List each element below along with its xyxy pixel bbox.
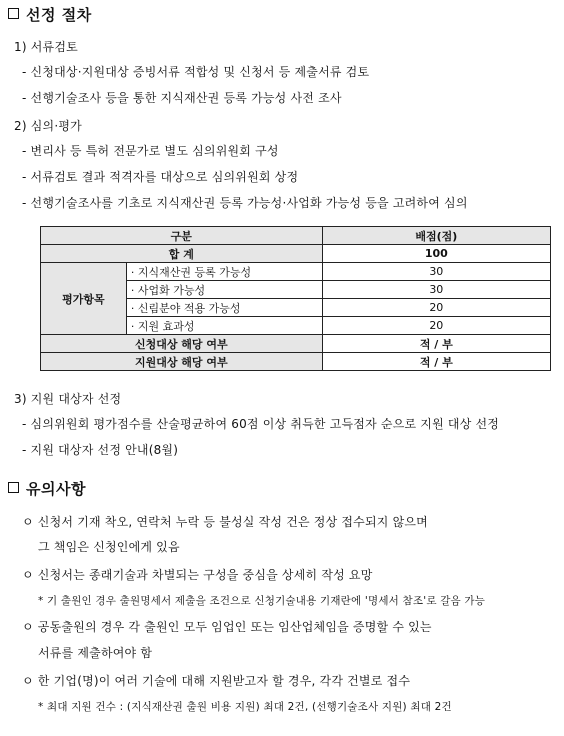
square-bullet-icon <box>8 482 19 493</box>
step-1-label: 1) 서류검토 <box>14 40 78 54</box>
row-value: 20 <box>322 299 550 317</box>
row-value: 20 <box>322 317 550 335</box>
total-value: 100 <box>322 245 550 263</box>
square-bullet-icon <box>8 8 19 19</box>
notice-item-continuation: 서류를 제출하여야 함 <box>38 646 153 660</box>
section-heading-notes <box>8 478 86 499</box>
row-value: 30 <box>322 281 550 299</box>
step-2-item: - 선행기술조사를 기초로 지식재산권 등록 가능성·사업화 가능성 등을 고려하여 심의 <box>22 196 468 210</box>
section-title-text: 유의사항 <box>26 480 86 498</box>
table-row <box>41 263 551 281</box>
group-label: 평가항목 <box>41 263 127 335</box>
step-2-item: - 서류검토 결과 적격자를 대상으로 심의위원회 상정 <box>22 170 299 184</box>
notice-footnote: * 최대 지원 건수 : (지식재산권 출원 비용 지원) 최대 2건, (선행기술조사 지원) 최대 2건 <box>38 701 452 713</box>
step-1-item: - 신청대상·지원대상 증빙서류 적합성 및 신청서 등 제출서류 검토 <box>22 65 370 79</box>
header-score: 배점(점) <box>322 227 550 245</box>
step-2-label: 2) 심의·평가 <box>14 119 82 133</box>
notice-item: ㅇ 한 기업(명)이 여러 기술에 대해 지원받고자 할 경우, 각각 건별로 접수 <box>22 674 411 688</box>
step-3-label: 3) 지원 대상자 선정 <box>14 392 122 406</box>
footer-value: 적 / 부 <box>322 335 550 353</box>
footer-value: 적 / 부 <box>322 353 550 371</box>
notice-item: ㅇ 공동출원의 경우 각 출원인 모두 임업인 또는 임산업체임을 증명할 수 있는 <box>22 620 432 634</box>
total-label: 합 계 <box>41 245 323 263</box>
row-label: · 지원 효과성 <box>126 317 322 335</box>
row-label: · 지식재산권 등록 가능성 <box>126 263 322 281</box>
table-footer-row <box>41 335 551 353</box>
table-total-row <box>41 245 551 263</box>
step-3-item: - 지원 대상자 선정 안내(8월) <box>22 443 179 457</box>
step-2-item: - 변리사 등 특허 전문가로 별도 심의위원회 구성 <box>22 144 279 158</box>
step-1-item: - 선행기술조사 등을 통한 지식재산권 등록 가능성 사전 조사 <box>22 91 342 105</box>
section-title-text: 선정 절차 <box>26 6 92 24</box>
row-label: · 사업화 가능성 <box>126 281 322 299</box>
footer-label: 신청대상 해당 여부 <box>41 335 323 353</box>
row-value: 30 <box>322 263 550 281</box>
notice-item-continuation: 그 책임은 신청인에게 있음 <box>38 540 180 554</box>
table-footer-row <box>41 353 551 371</box>
step-3-item: - 심의위원회 평가점수를 산술평균하여 60점 이상 취득한 고득점자 순으로 지원 대상 선정 <box>22 417 500 431</box>
footer-label: 지원대상 해당 여부 <box>41 353 323 371</box>
table-header-row <box>41 227 551 245</box>
notice-item: ㅇ 신청서는 종래기술과 차별되는 구성을 중심을 상세히 작성 요망 <box>22 568 373 582</box>
notice-footnote: * 기 출원인 경우 출원명세서 제출을 조건으로 신청기술내용 기재란에 '명세서 참조'로 갈음 가능 <box>38 595 486 607</box>
header-category: 구분 <box>41 227 323 245</box>
evaluation-table <box>40 226 551 371</box>
notice-item: ㅇ 신청서 기재 착오, 연락처 누락 등 불성실 작성 건은 정상 접수되지 않으며 <box>22 515 428 529</box>
row-label: · 신림분야 적용 가능성 <box>126 299 322 317</box>
section-heading-selection <box>8 4 92 25</box>
